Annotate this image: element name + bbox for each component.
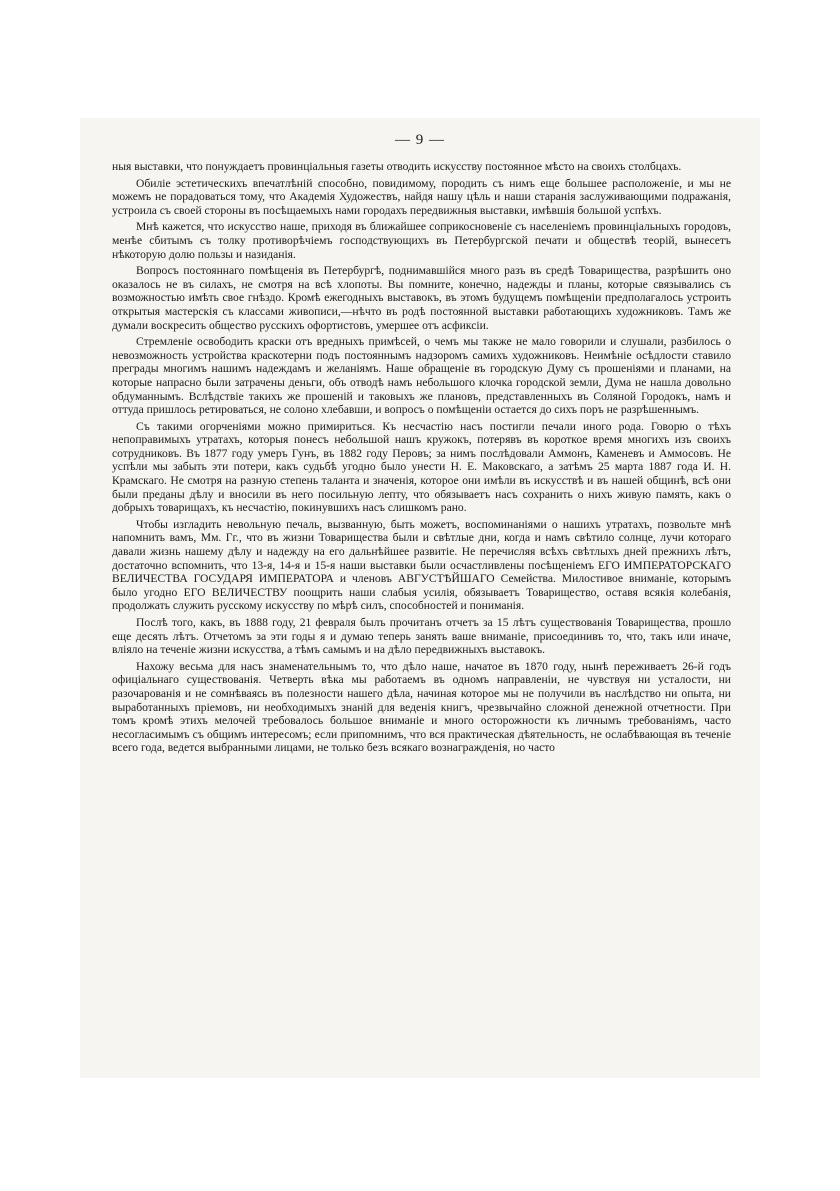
- text-body: [112, 160, 731, 758]
- paragraph-2: Обиліе эстетическихъ впечатлѣній способно, повидимому, породить съ нимъ еще большее расположеніе, и мы не можемъ не порадоваться тому, что Академія Художествъ, найдя нашу цѣль и наши старанія заслуживающими подражанія, устроила съ своей стороны въ посѣщаемыхъ нами городахъ передвижныя выставки, имѣвшія большой успѣхъ.: [112, 176, 731, 217]
- paragraph-1: ныя выставки, что понуждаетъ провинціальныя газеты отводить искусству постоянное мѣсто на своихъ столбцахъ.: [112, 160, 682, 173]
- paragraph-4: Вопросъ постояннаго помѣщенія въ Петербургѣ, поднимавшійся много разъ въ средѣ Товарищества, разрѣшить оно оказалось не въ силахъ, не смотря на всѣ хлопоты. Вы помните, конечно, надежды и планы, которые связывались съ возможностью имѣть свое гнѣздо. Кромѣ ежегодныхъ выставокъ, въ этомъ будущемъ помѣщеніи предполагалось устроить открытыя мастерскія съ классами живописи,—нѣчто въ родѣ постоянной выставки работающихъ художниковъ. Тамъ же думали воскресить общество русскихъ офортистовъ, умершее отъ асфиксіи.: [112, 264, 731, 332]
- paragraph-7: Чтобы изгладить невольную печаль, вызванную, быть можетъ, воспоминаніями о нашихъ утратахъ, позвольте мнѣ напомнить вамъ, Мм. Гг., что въ жизни Товарищества были и свѣтлые дни, когда и намъ свѣтило солнце, лучи котораго давали жизнь нашему дѣлу и надежду на его дальнѣйшее развитіе. Не перечисляя всѣхъ свѣтлыхъ дней прежнихъ лѣтъ, достаточно вспомнить, что 13-я, 14-я и 15-я наши выставки были осчастливлены посѣщеніемъ ЕГО ИМПЕРАТОРСКАГО ВЕЛИЧЕСТВА ГОСУДАРЯ ИМПЕРАТОРА и членовъ АВГУСТѢЙШАГО Семейства. Милостивое вниманіе, которымъ было угодно ЕГО ВЕЛИЧЕСТВУ поощрить наши слабыя усилія, обязываетъ Товарищество, оставя всякія колебанія, продолжать служить русскому искусству по мѣрѣ силъ, способностей и пониманія.: [112, 517, 731, 613]
- paragraph-6: Съ такими огорченіями можно примириться. Къ несчастію насъ постигли печали иного рода. Говорю о тѣхъ непоправимыхъ утратахъ, которыя понесъ небольшой нашъ кружокъ, потерявъ въ короткое время многихъ изъ своихъ сотрудниковъ. Въ 1877 году умеръ Гунъ, въ 1882 году Перовъ; за нимъ послѣдовали Аммонъ, Каменевъ и Аммосовъ. Не успѣли мы забыть эти потери, какъ судьбѣ угодно было унести Н. Е. Маковскаго, а затѣмъ 25 марта 1887 года И. Н. Крамскаго. Не смотря на разную степень таланта и значенія, которое они имѣли въ искусствѣ и въ нашей общинѣ, всѣ они были преданы дѣлу и вносили въ него посильную лепту, что обязываетъ насъ сохранить о нихъ живую память, какъ о добрыхъ товарищахъ, къ несчастію, покинувшихъ насъ слишкомъ рано.: [112, 419, 731, 515]
- paragraph-9: Нахожу весьма для насъ знаменательнымъ то, что дѣло наше, начатое въ 1870 году, нынѣ переживаетъ 26-й годъ офиціальнаго существованія. Четверть вѣка мы работаемъ въ одномъ направленіи, не чувствуя ни усталости, ни разочарованія и не сомнѣваясь въ полезности нашего дѣла, начиная которое мы не получили въ наслѣдство ни опыта, ни выработанныхъ пріемовъ, ни необходимыхъ знаній для веденія книгъ, чрезвычайно сложной денежной отчетности. При томъ кромѣ этихъ мелочей требовалось большое вниманіе и много осторожности къ личнымъ требованіямъ, часто несогласимымъ съ общимъ интересомъ; если припомнимъ, что вся практическая дѣятельность, не ослабѣвающая въ теченіе всего года, ведется выбранными лицами, не только безъ всякаго вознагражденія, но часто: [112, 659, 731, 755]
- paragraph-8: Послѣ того, какъ, въ 1888 году, 21 февраля былъ прочитанъ отчетъ за 15 лѣтъ существованія Товарищества, прошло еще десять лѣтъ. Отчетомъ за эти годы я и думаю теперь занять ваше вниманіе, присоединивъ то, что, такъ или иначе, вліяло на теченіе жизни искусства, а тѣмъ самымъ и на дѣло передвижныхъ выставокъ.: [112, 616, 731, 657]
- page-number: — 9 —: [395, 132, 445, 148]
- paragraph-5: Стремленіе освободить краски отъ вредныхъ примѣсей, о чемъ мы также не мало говорили и слушали, разбилось о невозможность устройства краскотерни подъ постояннымъ надзоромъ самихъ художниковъ. Неимѣніе осѣдлости ставило преграды многимъ нашимъ надеждамъ и желаніямъ. Наше обращеніе въ городскую Думу съ прошеніями и планами, на которые напрасно были затрачены деньги, объ отводѣ намъ небольшого клочка городской земли, Дума не нашла довольно обдуманнымъ. Вслѣдствіе такихъ же прошеній и таковыхъ же плановъ, представленныхъ въ Соляной Городокъ, намъ и оттуда пришлось ретироваться, не солоно хлебавши, и вопросъ о помѣщеніи остается до сихъ поръ не разрѣшеннымъ.: [112, 335, 731, 417]
- paragraph-3: Мнѣ кажется, что искусство наше, приходя въ ближайшее соприкосновеніе съ населеніемъ провинціальныхъ городовъ, менѣе сбитымъ съ толку противорѣчіемъ господствующихъ въ Петербургской печати и обществѣ теорій, вынесетъ нѣкоторую долю пользы и назиданія.: [112, 220, 731, 261]
